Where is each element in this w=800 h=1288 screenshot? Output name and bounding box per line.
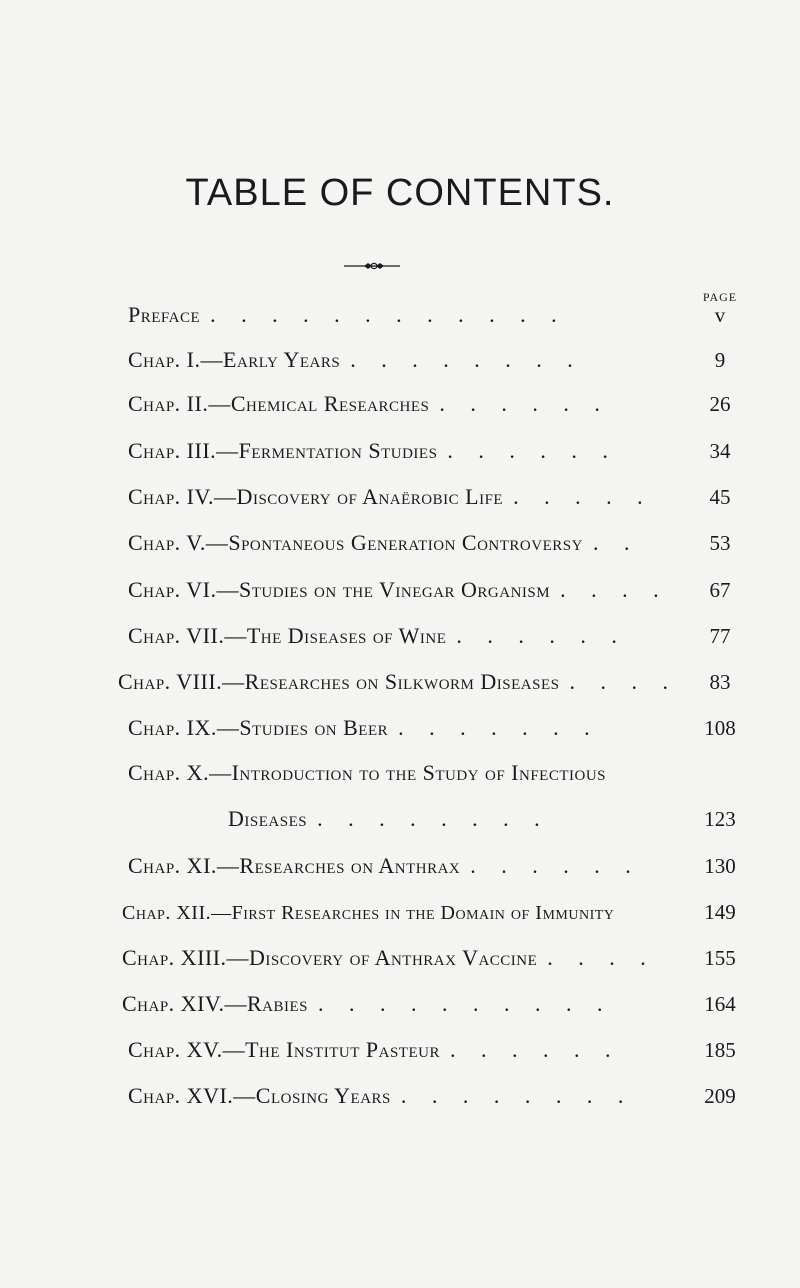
toc-entry xyxy=(128,575,669,605)
toc-entry xyxy=(128,1035,620,1065)
toc-entry xyxy=(128,300,567,330)
entry-label: Chap. IV.—Discovery of Anaërobic Life xyxy=(128,484,504,509)
page-number: 108 xyxy=(704,716,736,740)
page-number: 34 xyxy=(709,439,731,463)
toc-entry xyxy=(128,345,583,375)
page-column-header: PAGE xyxy=(702,290,738,304)
dot-leader: . . . . . xyxy=(513,484,653,509)
toc-entry xyxy=(128,851,641,881)
entry-label: Chap. II.—Chemical Researches xyxy=(128,391,430,416)
entry-label: Chap. VI.—Studies on the Vinegar Organism xyxy=(128,577,551,602)
toc-entry xyxy=(128,528,639,558)
entry-label: Chap. XIII.—Discovery of Anthrax Vaccine xyxy=(122,945,538,970)
dot-leader: . . xyxy=(592,530,640,555)
entry-label: Chap. IX.—Studies on Beer xyxy=(128,715,389,740)
page-number: 53 xyxy=(709,531,731,555)
entry-label: Chap. III.—Fermentation Studies xyxy=(128,438,438,463)
toc-entry xyxy=(128,389,610,419)
page-number: 26 xyxy=(709,392,731,416)
dot-leader: . . . . . . . xyxy=(398,715,600,740)
dot-leader: . . . . . . . . . . xyxy=(317,991,613,1016)
dot-leader: . . . . . . xyxy=(447,438,618,463)
page-number: v xyxy=(714,303,726,327)
entry-label: Chap. VII.—The Diseases of Wine xyxy=(128,623,447,648)
page-number: 185 xyxy=(704,1038,736,1062)
entry-label: Chap. XV.—The Institut Pasteur xyxy=(128,1037,440,1062)
title-ornament xyxy=(344,262,400,270)
page-number: 209 xyxy=(704,1084,736,1108)
entry-label: Chap. X.—Introduction to the Study of Infectious xyxy=(128,760,607,785)
toc-entry xyxy=(122,943,656,973)
toc-entry xyxy=(228,804,550,834)
dot-leader: . . . . xyxy=(547,945,656,970)
toc-entry xyxy=(128,482,653,512)
dot-leader: . . . . . . . . xyxy=(317,806,550,831)
page-number: 67 xyxy=(709,578,731,602)
dot-leader: . . . . . . . . xyxy=(400,1083,634,1108)
toc-entry xyxy=(128,621,627,651)
entry-label: Chap. VIII.—Researches on Silkworm Diseases xyxy=(118,669,560,694)
page-number: 9 xyxy=(714,348,726,372)
page-number: 123 xyxy=(704,807,736,831)
toc-entry xyxy=(118,667,678,697)
page-number: 149 xyxy=(704,900,736,924)
entry-label: Diseases xyxy=(228,806,308,831)
entry-label: Chap. XVI.—Closing Years xyxy=(128,1083,391,1108)
entry-label: Chap. XI.—Researches on Anthrax xyxy=(128,853,461,878)
dot-leader: . . . . . . xyxy=(449,1037,621,1062)
page-number: 45 xyxy=(709,485,731,509)
dot-leader: . . . . . . xyxy=(439,391,610,416)
toc-entry xyxy=(122,989,612,1019)
page-number: 164 xyxy=(704,992,736,1016)
page-title: TABLE OF CONTENTS. xyxy=(185,172,615,214)
toc-entry xyxy=(128,713,600,743)
page-number: 155 xyxy=(704,946,736,970)
entry-label: Chap. XII.—First Researches in the Domain of Immunity xyxy=(122,902,615,924)
dot-leader: . . . . xyxy=(560,577,669,602)
dot-leader: . . . . xyxy=(569,669,678,694)
dot-leader: . . . . . . xyxy=(456,623,627,648)
toc-entry xyxy=(128,758,606,788)
entry-label: Chap. I.—Early Years xyxy=(128,347,341,372)
page-number: 77 xyxy=(709,624,731,648)
dot-leader: . . . . . . . . xyxy=(350,347,583,372)
toc-entry xyxy=(128,1081,633,1111)
dot-leader: . . . . . . . . . . . . xyxy=(210,302,567,327)
entry-label: Preface xyxy=(128,302,201,327)
page-number: 83 xyxy=(709,670,731,694)
toc-entry xyxy=(122,897,614,927)
entry-label: Chap. V.—Spontaneous Generation Controversy xyxy=(128,530,583,555)
dot-leader: . . . . . . xyxy=(470,853,641,878)
page-number: 130 xyxy=(704,854,736,878)
entry-label: Chap. XIV.—Rabies xyxy=(122,991,308,1016)
toc-entry xyxy=(128,436,618,466)
